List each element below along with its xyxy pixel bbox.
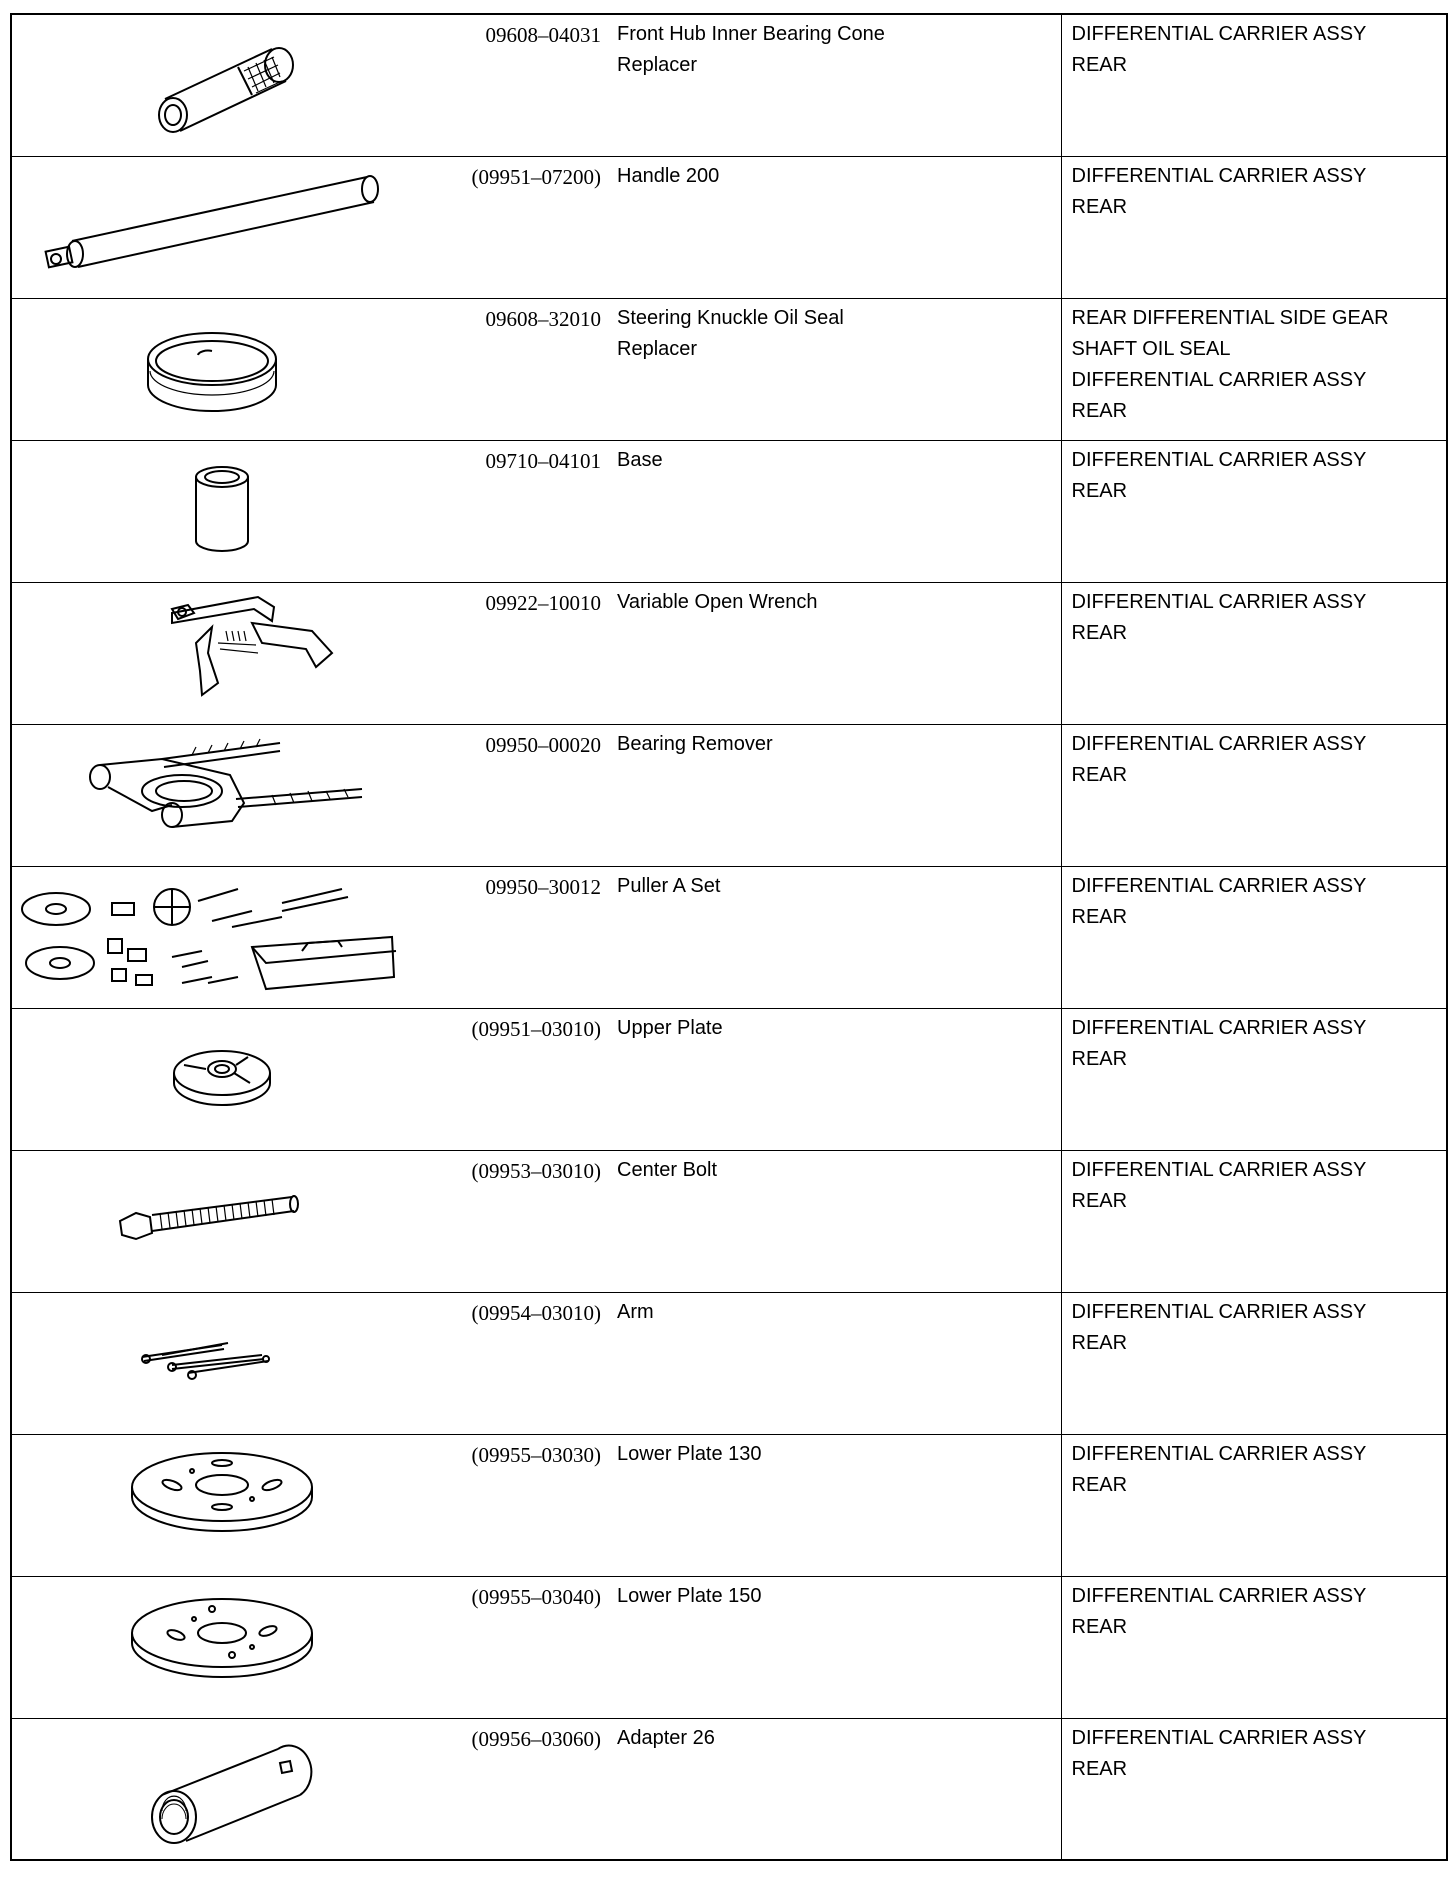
upper-plate-icon bbox=[12, 1009, 432, 1151]
section-text: DIFFERENTIAL CARRIER ASSY REAR bbox=[1071, 164, 1367, 218]
section-text: DIFFERENTIAL CARRIER ASSY REAR bbox=[1071, 1442, 1367, 1496]
section-text: DIFFERENTIAL CARRIER ASSY REAR bbox=[1071, 23, 1367, 76]
tool-name: Bearing Remover bbox=[617, 732, 773, 755]
lower-plate-130-icon bbox=[12, 1435, 432, 1577]
part-number: (09955–03030) bbox=[471, 1442, 601, 1467]
tool-name: Arm bbox=[617, 1300, 654, 1323]
tool-name: Upper Plate bbox=[617, 1016, 723, 1039]
section-text: DIFFERENTIAL CARRIER ASSY REAR bbox=[1071, 1584, 1367, 1638]
part-number: 09608–04031 bbox=[485, 23, 601, 47]
section-text: DIFFERENTIAL CARRIER ASSY REAR bbox=[1071, 1726, 1367, 1780]
handle-icon bbox=[12, 157, 432, 299]
section-text: DIFFERENTIAL CARRIER ASSY REAR bbox=[1071, 874, 1367, 928]
part-number: 09950–30012 bbox=[485, 874, 601, 899]
tool-name: Center Bolt bbox=[617, 1158, 718, 1181]
table-row bbox=[11, 1292, 1447, 1434]
center-bolt-icon bbox=[12, 1151, 432, 1293]
part-number: 09710–04101 bbox=[485, 448, 601, 473]
adapter-icon bbox=[12, 1719, 432, 1861]
table-row bbox=[11, 1718, 1447, 1860]
tool-name: Puller A Set bbox=[617, 874, 721, 897]
tool-name: Variable Open Wrench bbox=[617, 590, 818, 613]
part-number: 09922–10010 bbox=[485, 590, 601, 615]
arm-icon bbox=[12, 1293, 432, 1435]
table-row bbox=[11, 14, 1447, 156]
tool-name: Steering Knuckle Oil Seal Replacer bbox=[617, 306, 844, 360]
part-number: (09951–07200) bbox=[471, 164, 601, 189]
table-row bbox=[11, 440, 1447, 582]
section-text: DIFFERENTIAL CARRIER ASSY REAR bbox=[1071, 1300, 1367, 1354]
tool-name: Adapter 26 bbox=[617, 1726, 715, 1749]
part-number: 09950–00020 bbox=[485, 732, 601, 757]
section-text: DIFFERENTIAL CARRIER ASSY REAR bbox=[1071, 448, 1367, 502]
part-number: 09608–32010 bbox=[485, 306, 601, 331]
section-text: DIFFERENTIAL CARRIER ASSY REAR bbox=[1071, 1158, 1367, 1212]
tool-name: Base bbox=[617, 448, 663, 471]
base-icon bbox=[12, 441, 432, 583]
tool-name: Lower Plate 130 bbox=[617, 1442, 762, 1465]
oil-seal-replacer-icon bbox=[12, 299, 432, 441]
part-number: (09951–03010) bbox=[471, 1016, 601, 1041]
tool-name: Handle 200 bbox=[617, 164, 720, 187]
tool-name: Front Hub Inner Bearing Cone Replacer bbox=[617, 23, 885, 76]
table-row bbox=[11, 156, 1447, 298]
section-text: DIFFERENTIAL CARRIER ASSY REAR bbox=[1071, 732, 1367, 786]
special-service-tools-table bbox=[10, 13, 1448, 1861]
table-row bbox=[11, 866, 1447, 1008]
open-wrench-icon bbox=[12, 583, 432, 725]
lower-plate-150-icon bbox=[12, 1577, 432, 1719]
section-text: DIFFERENTIAL CARRIER ASSY REAR bbox=[1071, 590, 1367, 644]
table-row bbox=[11, 298, 1447, 440]
part-number: (09956–03060) bbox=[471, 1726, 601, 1751]
tool-name: Lower Plate 150 bbox=[617, 1584, 762, 1607]
bearing-remover-icon bbox=[12, 725, 432, 867]
table-row bbox=[11, 1150, 1447, 1292]
table-row bbox=[11, 724, 1447, 866]
section-text: REAR DIFFERENTIAL SIDE GEAR SHAFT OIL SEAL DIFFERENTIAL CARRIER ASSY REAR bbox=[1071, 306, 1389, 422]
part-number: (09953–03010) bbox=[471, 1158, 601, 1183]
table-row bbox=[11, 1008, 1447, 1150]
table-body bbox=[11, 14, 1447, 1860]
puller-set-icon bbox=[12, 867, 432, 1009]
part-number: (09954–03010) bbox=[471, 1300, 601, 1325]
part-number: (09955–03040) bbox=[471, 1584, 601, 1609]
table-row bbox=[11, 1576, 1447, 1718]
bearing-cone-replacer-icon bbox=[12, 15, 432, 157]
section-text: DIFFERENTIAL CARRIER ASSY REAR bbox=[1071, 1016, 1367, 1070]
table-row bbox=[11, 582, 1447, 724]
table-row bbox=[11, 1434, 1447, 1576]
